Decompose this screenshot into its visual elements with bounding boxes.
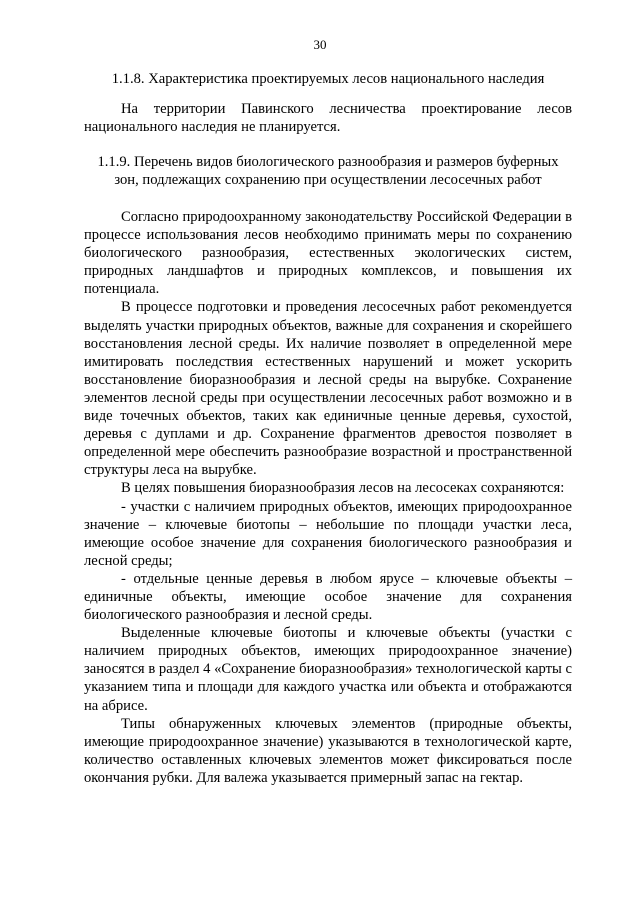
section-heading-1-1-9-line2: зон, подлежащих сохранению при осуществлении лесосечных работ <box>114 172 542 189</box>
paragraph-legislation: Согласно природоохранному законодательству Российской Федерации в процессе использования лесов необходимо принимать меры по сохранению биологического разнообразия, естественных экологических систем, природных ландшафтов и природных комплексов, и повышения их потенциала. <box>84 209 572 298</box>
paragraph-tech-card-section-4: Выделенные ключевые биотопы и ключевые объекты (участки с наличием природных объектов, имеющих природоохранное значение) заносятся в раздел 4 «Сохранение биоразнообразия» технологической карты с указанием типа и площади для каждого участка или объекта и отображаются на абрисе. <box>84 625 572 714</box>
page-number: 30 <box>313 37 327 52</box>
list-item-key-biotopes: - участки с наличием природных объектов, имеющих природоохранное значение – ключевые биотопы – небольшие по площади участки леса, имеющие особое значение для сохранения биологического разнообразия и лесной среды; <box>84 498 572 569</box>
section-1-1-8-body <box>84 100 572 136</box>
section-1-1-9-body <box>84 208 572 787</box>
paragraph-national-heritage: На территории Павинского лесничества проектирование лесов национального наследия не планируется. <box>84 101 572 136</box>
section-heading-1-1-8: 1.1.8. Характеристика проектируемых лесов национального наследия <box>111 71 545 87</box>
paragraph-logging-preparation: В процессе подготовки и проведения лесосечных работ рекомендуется выделять участки природных объектов, важные для сохранения и скорейшего восстановления лесной среды. Их наличие позволяет в определенной мере имитировать последствия естественных нарушений и может ускорить восстановление биоразнообразия и лесной среды на вырубке. Сохранение элементов лесной среды при осуществлении лесосечных работ возможно и в виде точечных объектов, таких как единичные ценные деревья, сухостой, деревья с дуплами и др. Сохранение фрагментов древостоя позволяет в определенной мере обеспечить разнообразие возрастной и пространственной структуры леса на вырубке. <box>84 299 572 479</box>
list-item-key-objects: - отдельные ценные деревья в любом ярусе – ключевые объекты – единичные объекты, имеющие особое значение для сохранения биологического разнообразия и лесной среды. <box>84 570 572 624</box>
section-heading-1-1-9-line1: 1.1.9. Перечень видов биологического разнообразия и размеров буферных <box>97 154 559 170</box>
paragraph-biodiversity-intro: В целях повышения биоразнообразия лесов на лесосеках сохраняются: <box>121 480 565 497</box>
section-heading-1-1-9 <box>80 153 576 189</box>
paragraph-key-element-types: Типы обнаруженных ключевых элементов (природные объекты, имеющие природоохранное значение) указываются в технологической карте, количество оставленных ключевых элементов может фиксироваться после окончания рубки. Для валежа указывается примерный запас на гектар. <box>84 715 572 786</box>
